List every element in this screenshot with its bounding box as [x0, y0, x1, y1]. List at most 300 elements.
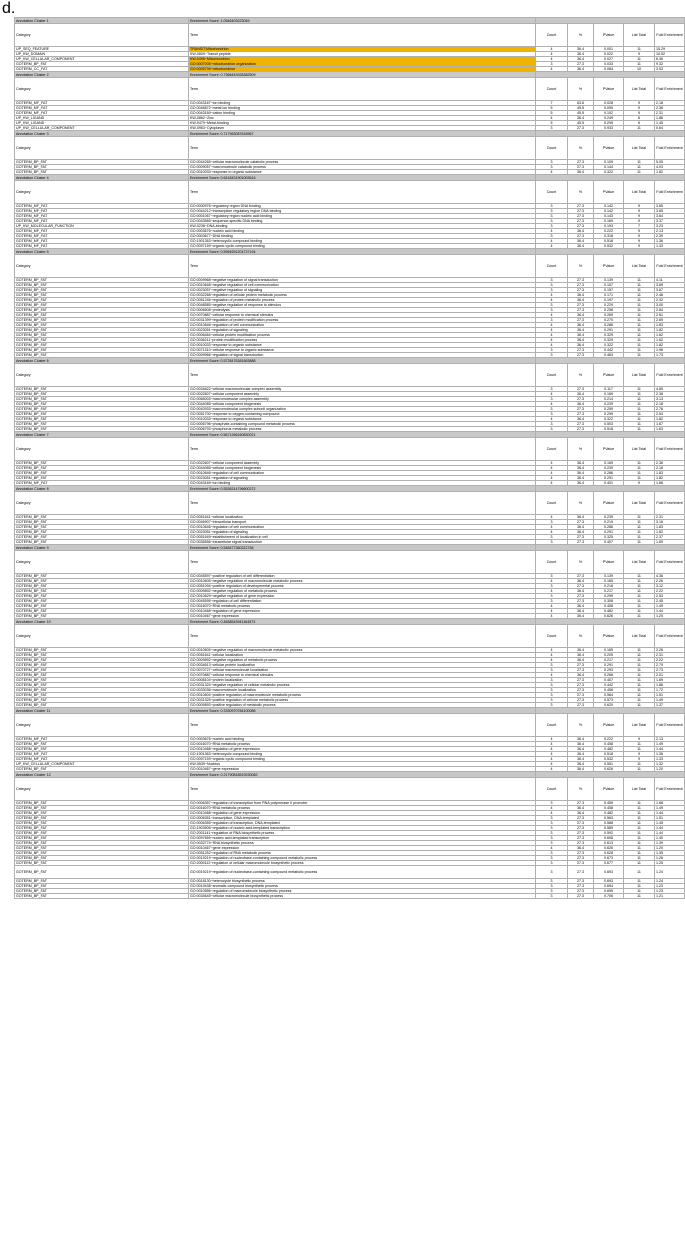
cell-category: GOTERM_BP_FAT: [15, 693, 189, 698]
cell-count: 3: [536, 894, 568, 899]
cell-fold: 3.69: [655, 283, 685, 288]
cell-fold: 4.03: [655, 165, 685, 170]
cell-list_total: 11: [624, 742, 655, 747]
cell-list_total: 11: [624, 407, 655, 412]
cell-term: GO:0010467~gene expression: [189, 846, 536, 851]
cell-count: 4: [536, 614, 568, 619]
cell-percent: 45.5: [568, 121, 594, 126]
cell-list_total: 11: [624, 668, 655, 673]
header-pvalue: PValue: [594, 492, 624, 515]
cell-category: GOTERM_BP_FAT: [15, 894, 189, 899]
cell-fold: 4.65: [655, 387, 685, 392]
cell-pvalue: 0.628: [594, 851, 624, 856]
cell-percent: 27.3: [568, 894, 594, 899]
cell-list_total: 9: [624, 219, 655, 224]
cell-percent: 36.4: [568, 323, 594, 328]
cell-term: GO:0016070~RNA metabolic process: [189, 742, 536, 747]
cell-fold: 1.83: [655, 525, 685, 530]
cluster-title: Annotation Cluster 8: [15, 486, 189, 492]
cell-percent: 27.3: [568, 160, 594, 165]
cell-fold: 2.26: [655, 579, 685, 584]
cell-percent: 36.4: [568, 298, 594, 303]
table-row: [15, 894, 685, 899]
cell-pvalue: 0.217: [594, 658, 624, 663]
cell-count: 4: [536, 653, 568, 658]
cell-category: GOTERM_BP_FAT: [15, 747, 189, 752]
cell-percent: 27.3: [568, 884, 594, 889]
column-header-row: [15, 438, 685, 461]
cell-list_total: 11: [624, 520, 655, 525]
cell-percent: 27.3: [568, 412, 594, 417]
cell-fold: 1.49: [655, 698, 685, 703]
cell-term: GO:0034613~cellular protein localization: [189, 663, 536, 668]
cell-list_total: 9: [624, 101, 655, 106]
cell-percent: 27.3: [568, 856, 594, 861]
cell-count: 3: [536, 219, 568, 224]
cell-term: GO:0003676~nucleic acid binding: [189, 229, 536, 234]
header-term: Term: [189, 778, 536, 801]
cell-category: GOTERM_BP_FAT: [15, 348, 189, 353]
cell-term: GO:0051252~regulation of RNA metabolic process: [189, 851, 536, 856]
cell-pvalue: 0.266: [594, 673, 624, 678]
cell-pvalue: 0.518: [594, 752, 624, 757]
cell-list_total: 9: [624, 214, 655, 219]
cell-term: GO:0044212~transcription regulatory region DNA binding: [189, 209, 536, 214]
header-term: Term: [189, 714, 536, 737]
cell-category: GOTERM_BP_FAT: [15, 698, 189, 703]
cell-fold: 4.36: [655, 574, 685, 579]
table-row: [15, 866, 685, 879]
cell-pvalue: 0.027: [594, 57, 624, 62]
cell-pvalue: 0.095: [594, 106, 624, 111]
cell-count: 3: [536, 584, 568, 589]
cell-percent: 36.4: [568, 338, 594, 343]
column-header-row: [15, 255, 685, 278]
cell-category: GOTERM_BP_FAT: [15, 160, 189, 165]
cell-count: 3: [536, 683, 568, 688]
cell-fold: 2.31: [655, 111, 685, 116]
cell-pvalue: 0.216: [594, 584, 624, 589]
cell-term: KW-0539~Nucleus: [189, 762, 536, 767]
column-header-row: [15, 625, 685, 648]
header-count: Count: [536, 181, 568, 204]
cell-list_total: 11: [624, 831, 655, 836]
cell-fold: 2.22: [655, 589, 685, 594]
cell-count: 4: [536, 757, 568, 762]
cell-fold: 1.24: [655, 866, 685, 879]
cell-fold: 1.69: [655, 678, 685, 683]
cell-category: GOTERM_BP_FAT: [15, 648, 189, 653]
cell-pvalue: 0.329: [594, 333, 624, 338]
cell-category: GOTERM_BP_FAT: [15, 412, 189, 417]
cell-category: GOTERM_BP_FAT: [15, 515, 189, 520]
cell-count: 3: [536, 836, 568, 841]
cell-percent: 27.3: [568, 540, 594, 545]
cell-list_total: 11: [624, 402, 655, 407]
cell-pvalue: 0.322: [594, 343, 624, 348]
cell-count: 3: [536, 678, 568, 683]
cell-count: 3: [536, 214, 568, 219]
cell-list_total: 11: [624, 816, 655, 821]
header-percent: %: [568, 364, 594, 387]
cell-category: GOTERM_BP_FAT: [15, 703, 189, 708]
cell-fold: 1.82: [655, 170, 685, 175]
cell-list_total: 11: [624, 856, 655, 861]
cell-category: UP_SEQ_FEATURE: [15, 47, 189, 52]
cell-pvalue: 0.463: [594, 353, 624, 358]
header-fold: Fold Enrichment: [655, 551, 685, 574]
cell-term: KW-0496~Mitochondrion: [189, 57, 536, 62]
cell-category: GOTERM_BP_FAT: [15, 683, 189, 688]
cell-category: GOTERM_MF_FAT: [15, 239, 189, 244]
cell-list_total: 11: [624, 417, 655, 422]
cell-category: GOTERM_BP_FAT: [15, 584, 189, 589]
header-percent: %: [568, 255, 594, 278]
cell-fold: 1.35: [655, 851, 685, 856]
cell-list_total: 11: [624, 703, 655, 708]
cell-fold: 1.49: [655, 806, 685, 811]
cell-list_total: 11: [624, 767, 655, 772]
column-header-row: [15, 778, 685, 801]
cell-list_total: 11: [624, 894, 655, 899]
cell-fold: 1.49: [655, 742, 685, 747]
cell-category: GOTERM_BP_FAT: [15, 678, 189, 683]
cell-percent: 36.4: [568, 614, 594, 619]
cell-category: GOTERM_BP_FAT: [15, 427, 189, 432]
cell-term: GO:1901363~heterocyclic compound binding: [189, 239, 536, 244]
cell-term: GO:0010646~regulation of cell communication: [189, 471, 536, 476]
cell-pvalue: 0.442: [594, 683, 624, 688]
cluster-score: Enrichment Score: 0.546477360322758: [189, 545, 536, 551]
cell-fold: 1.68: [655, 801, 685, 806]
cell-pvalue: 0.551: [594, 762, 624, 767]
cell-fold: 2.69: [655, 318, 685, 323]
cell-count: 3: [536, 831, 568, 836]
cell-list_total: 11: [624, 806, 655, 811]
cell-percent: 27.3: [568, 219, 594, 224]
cell-percent: 36.4: [568, 333, 594, 338]
cell-percent: 27.3: [568, 283, 594, 288]
cell-percent: 27.3: [568, 126, 594, 131]
cell-pvalue: 0.677: [594, 861, 624, 866]
header-percent: %: [568, 551, 594, 574]
cell-category: GOTERM_BP_FAT: [15, 574, 189, 579]
cell-count: 3: [536, 407, 568, 412]
cell-percent: 27.3: [568, 204, 594, 209]
cell-list_total: 9: [624, 752, 655, 757]
cell-percent: 27.3: [568, 214, 594, 219]
cell-list_total: 11: [624, 579, 655, 584]
cell-pvalue: 0.482: [594, 609, 624, 614]
header-list_total: List Total: [624, 492, 655, 515]
cell-list_total: 11: [624, 836, 655, 841]
cell-percent: 45.5: [568, 106, 594, 111]
cell-fold: 1.73: [655, 353, 685, 358]
cell-count: 3: [536, 663, 568, 668]
header-fold: Fold Enrichment: [655, 492, 685, 515]
cell-list_total: 9: [624, 234, 655, 239]
cell-fold: 3.12: [655, 584, 685, 589]
cell-term: GO:0043169~cation binding: [189, 111, 536, 116]
cell-term: KW-0479~Metal-binding: [189, 121, 536, 126]
cell-fold: 3.64: [655, 214, 685, 219]
cell-fold: 1.44: [655, 826, 685, 831]
cell-percent: 27.3: [568, 303, 594, 308]
cell-term: GO:0000976~regulatory region DNA binding: [189, 204, 536, 209]
cell-term: GO:0006351~transcription, DNA-templated: [189, 816, 536, 821]
cell-list_total: 11: [624, 884, 655, 889]
cell-list_total: 9: [624, 229, 655, 234]
cell-pvalue: 0.564: [594, 693, 624, 698]
cell-count: 3: [536, 234, 568, 239]
cell-list_total: 11: [624, 392, 655, 397]
cell-pvalue: 0.442: [594, 348, 624, 353]
cell-pvalue: 0.693: [594, 866, 624, 879]
header-pvalue: PValue: [594, 255, 624, 278]
header-list_total: List Total: [624, 551, 655, 574]
cell-term: GO:0010467~gene expression: [189, 614, 536, 619]
cell-percent: 27.3: [568, 703, 594, 708]
cell-pvalue: 0.329: [594, 338, 624, 343]
header-percent: %: [568, 714, 594, 737]
cell-pvalue: 0.694: [594, 884, 624, 889]
cell-category: GOTERM_MF_FAT: [15, 234, 189, 239]
cell-count: 4: [536, 333, 568, 338]
cell-category: GOTERM_BP_FAT: [15, 866, 189, 879]
cell-percent: 27.3: [568, 668, 594, 673]
header-pvalue: PValue: [594, 78, 624, 101]
cell-term: GO:0036211~protein modification process: [189, 338, 536, 343]
cell-fold: 2.70: [655, 663, 685, 668]
cell-pvalue: 0.239: [594, 466, 624, 471]
cell-term: GO:0044085~cellular component biogenesis: [189, 466, 536, 471]
cell-fold: 1.96: [655, 348, 685, 353]
cell-fold: 1.36: [655, 239, 685, 244]
cell-list_total: 11: [624, 278, 655, 283]
header-pvalue: PValue: [594, 137, 624, 160]
cell-pvalue: 0.563: [594, 816, 624, 821]
cell-list_total: 11: [624, 412, 655, 417]
cell-term: GO:0033036~macromolecule localization: [189, 688, 536, 693]
cell-term: GO:0009966~regulation of signal transduction: [189, 353, 536, 358]
cell-percent: 36.4: [568, 806, 594, 811]
cell-term: GO:0009968~negative regulation of signal transduction: [189, 278, 536, 283]
cell-pvalue: 0.193: [594, 224, 624, 229]
cell-percent: 36.4: [568, 757, 594, 762]
cell-percent: 36.4: [568, 244, 594, 249]
cell-percent: 36.4: [568, 67, 594, 72]
cell-fold: 5.05: [655, 160, 685, 165]
cell-pvalue: 0.028: [594, 101, 624, 106]
cell-percent: 36.4: [568, 762, 594, 767]
header-percent: %: [568, 625, 594, 648]
cell-term: GO:0006355~regulation of transcription, DNA-templated: [189, 821, 536, 826]
cell-count: 4: [536, 298, 568, 303]
cell-term: GO:0016070~RNA metabolic process: [189, 806, 536, 811]
header-category: Category: [15, 24, 189, 47]
cell-count: 3: [536, 348, 568, 353]
cell-term: GO:0031325~positive regulation of cellular metabolic process: [189, 698, 536, 703]
cell-fold: 2.01: [655, 673, 685, 678]
cell-fold: 2.46: [655, 293, 685, 298]
cell-count: 3: [536, 535, 568, 540]
cell-pvalue: 0.270: [594, 318, 624, 323]
cell-list_total: 9: [624, 239, 655, 244]
cell-count: 3: [536, 826, 568, 831]
cell-fold: 1.26: [655, 856, 685, 861]
header-fold: Fold Enrichment: [655, 364, 685, 387]
cell-fold: 2.36: [655, 461, 685, 466]
cell-pvalue: 0.258: [594, 308, 624, 313]
cell-term: GO:0010033~response to organic substance: [189, 343, 536, 348]
cell-category: GOTERM_BP_FAT: [15, 589, 189, 594]
cell-count: 4: [536, 767, 568, 772]
cell-term: TRANSIT:Mitochondrion: [189, 47, 536, 52]
cell-category: UP_KW_CELLULAR_COMPONENT: [15, 126, 189, 131]
cell-category: GOTERM_BP_FAT: [15, 653, 189, 658]
cell-count: 4: [536, 747, 568, 752]
cell-list_total: 9: [624, 757, 655, 762]
cell-pvalue: 0.169: [594, 219, 624, 224]
header-list_total: List Total: [624, 438, 655, 461]
cell-category: GOTERM_BP_FAT: [15, 856, 189, 861]
cell-category: GOTERM_BP_FAT: [15, 417, 189, 422]
cell-pvalue: 0.139: [594, 278, 624, 283]
cell-count: 3: [536, 278, 568, 283]
column-header-row: [15, 137, 685, 160]
cluster-score: Enrichment Score: 1.0546403223049: [189, 18, 536, 24]
cell-percent: 27.3: [568, 594, 594, 599]
header-pvalue: PValue: [594, 24, 624, 47]
cell-fold: 2.53: [655, 594, 685, 599]
cell-count: 4: [536, 806, 568, 811]
header-list_total: List Total: [624, 137, 655, 160]
cell-category: GOTERM_CC_FAT: [15, 67, 189, 72]
cell-term: GO:0023051~regulation of signaling: [189, 530, 536, 535]
cell-category: GOTERM_BP_FAT: [15, 826, 189, 831]
cell-pvalue: 0.626: [594, 846, 624, 851]
cell-pvalue: 0.286: [594, 323, 624, 328]
cell-fold: 1.62: [655, 333, 685, 338]
cell-term: GO:0023051~regulation of signaling: [189, 476, 536, 481]
cell-pvalue: 0.286: [594, 471, 624, 476]
cell-percent: 27.3: [568, 348, 594, 353]
cell-count: 4: [536, 239, 568, 244]
cell-term: GO:0097659~nucleic acid-templated transcription: [189, 836, 536, 841]
cell-category: GOTERM_BP_FAT: [15, 884, 189, 889]
cluster-title: Annotation Cluster 2: [15, 72, 189, 78]
cell-list_total: 11: [624, 653, 655, 658]
cell-percent: 27.3: [568, 816, 594, 821]
cell-count: 3: [536, 693, 568, 698]
cell-list_total: 11: [624, 683, 655, 688]
cell-list_total: 11: [624, 693, 655, 698]
cell-count: 4: [536, 392, 568, 397]
cell-percent: 36.4: [568, 229, 594, 234]
cell-category: GOTERM_BP_FAT: [15, 841, 189, 846]
cell-list_total: 11: [624, 328, 655, 333]
cell-term: GO:0051649~establishment of localization in cell: [189, 535, 536, 540]
cell-pvalue: 0.299: [594, 594, 624, 599]
cell-pvalue: 0.217: [594, 589, 624, 594]
cell-fold: 1.72: [655, 688, 685, 693]
cell-term: GO:0035556~intracellular signal transduction: [189, 540, 536, 545]
cell-term: GO:0010033~response to organic substance: [189, 417, 536, 422]
cell-term: GO:0010646~regulation of cell communication: [189, 525, 536, 530]
header-term: Term: [189, 625, 536, 648]
cell-term: GO:0051641~cellular localization: [189, 515, 536, 520]
cell-term: GO:0097159~organic cyclic compound binding: [189, 244, 536, 249]
cell-list_total: 11: [624, 826, 655, 831]
cell-category: GOTERM_BP_FAT: [15, 62, 189, 67]
cell-percent: 27.3: [568, 663, 594, 668]
cell-fold: 3.65: [655, 204, 685, 209]
cell-pvalue: 0.157: [594, 283, 624, 288]
cell-category: GOTERM_BP_FAT: [15, 673, 189, 678]
cell-count: 4: [536, 313, 568, 318]
cell-percent: 36.4: [568, 52, 594, 57]
cell-percent: 27.3: [568, 224, 594, 229]
cell-term: GO:0048585~negative regulation of response to stimulus: [189, 303, 536, 308]
cluster-title: Annotation Cluster 10: [15, 619, 189, 625]
cell-pvalue: 0.109: [594, 160, 624, 165]
cell-category: GOTERM_BP_FAT: [15, 353, 189, 358]
cell-category: GOTERM_BP_FAT: [15, 851, 189, 856]
cell-term: GO:0070887~cellular response to chemical stimulus: [189, 673, 536, 678]
cell-category: GOTERM_BP_FAT: [15, 816, 189, 821]
header-count: Count: [536, 24, 568, 47]
cell-fold: 1.24: [655, 879, 685, 884]
cell-count: 4: [536, 604, 568, 609]
cell-percent: 36.4: [568, 239, 594, 244]
cell-pvalue: 0.706: [594, 894, 624, 899]
header-list_total: List Total: [624, 364, 655, 387]
cell-percent: 27.3: [568, 831, 594, 836]
cell-category: GOTERM_MF_FAT: [15, 481, 189, 486]
cell-fold: 1.82: [655, 328, 685, 333]
cell-category: GOTERM_BP_FAT: [15, 889, 189, 894]
header-fold: Fold Enrichment: [655, 137, 685, 160]
cell-category: GOTERM_BP_FAT: [15, 594, 189, 599]
cell-count: 4: [536, 417, 568, 422]
cell-term: GO:0009892~negative regulation of metabolic process: [189, 589, 536, 594]
cell-fold: 9.32: [655, 62, 685, 67]
cell-count: 3: [536, 160, 568, 165]
cell-percent: 27.3: [568, 889, 594, 894]
cell-pvalue: 0.084: [594, 67, 624, 72]
cell-list_total: 11: [624, 283, 655, 288]
cell-category: GOTERM_BP_FAT: [15, 283, 189, 288]
cell-count: 4: [536, 737, 568, 742]
cell-count: 3: [536, 594, 568, 599]
cell-list_total: 11: [624, 688, 655, 693]
cell-count: 3: [536, 801, 568, 806]
cell-list_total: 11: [624, 62, 655, 67]
cell-count: 4: [536, 481, 568, 486]
cell-category: GOTERM_BP_FAT: [15, 471, 189, 476]
cell-percent: 27.3: [568, 851, 594, 856]
cell-pvalue: 0.458: [594, 806, 624, 811]
cell-pvalue: 0.169: [594, 392, 624, 397]
cell-list_total: 11: [624, 889, 655, 894]
cell-term: GO:0070727~cellular macromolecule localization: [189, 668, 536, 673]
cell-pvalue: 0.001: [594, 47, 624, 52]
cell-list_total: 11: [624, 293, 655, 298]
cell-count: 3: [536, 889, 568, 894]
cell-list_total: 11: [624, 525, 655, 530]
cell-category: GOTERM_BP_FAT: [15, 165, 189, 170]
header-percent: %: [568, 78, 594, 101]
